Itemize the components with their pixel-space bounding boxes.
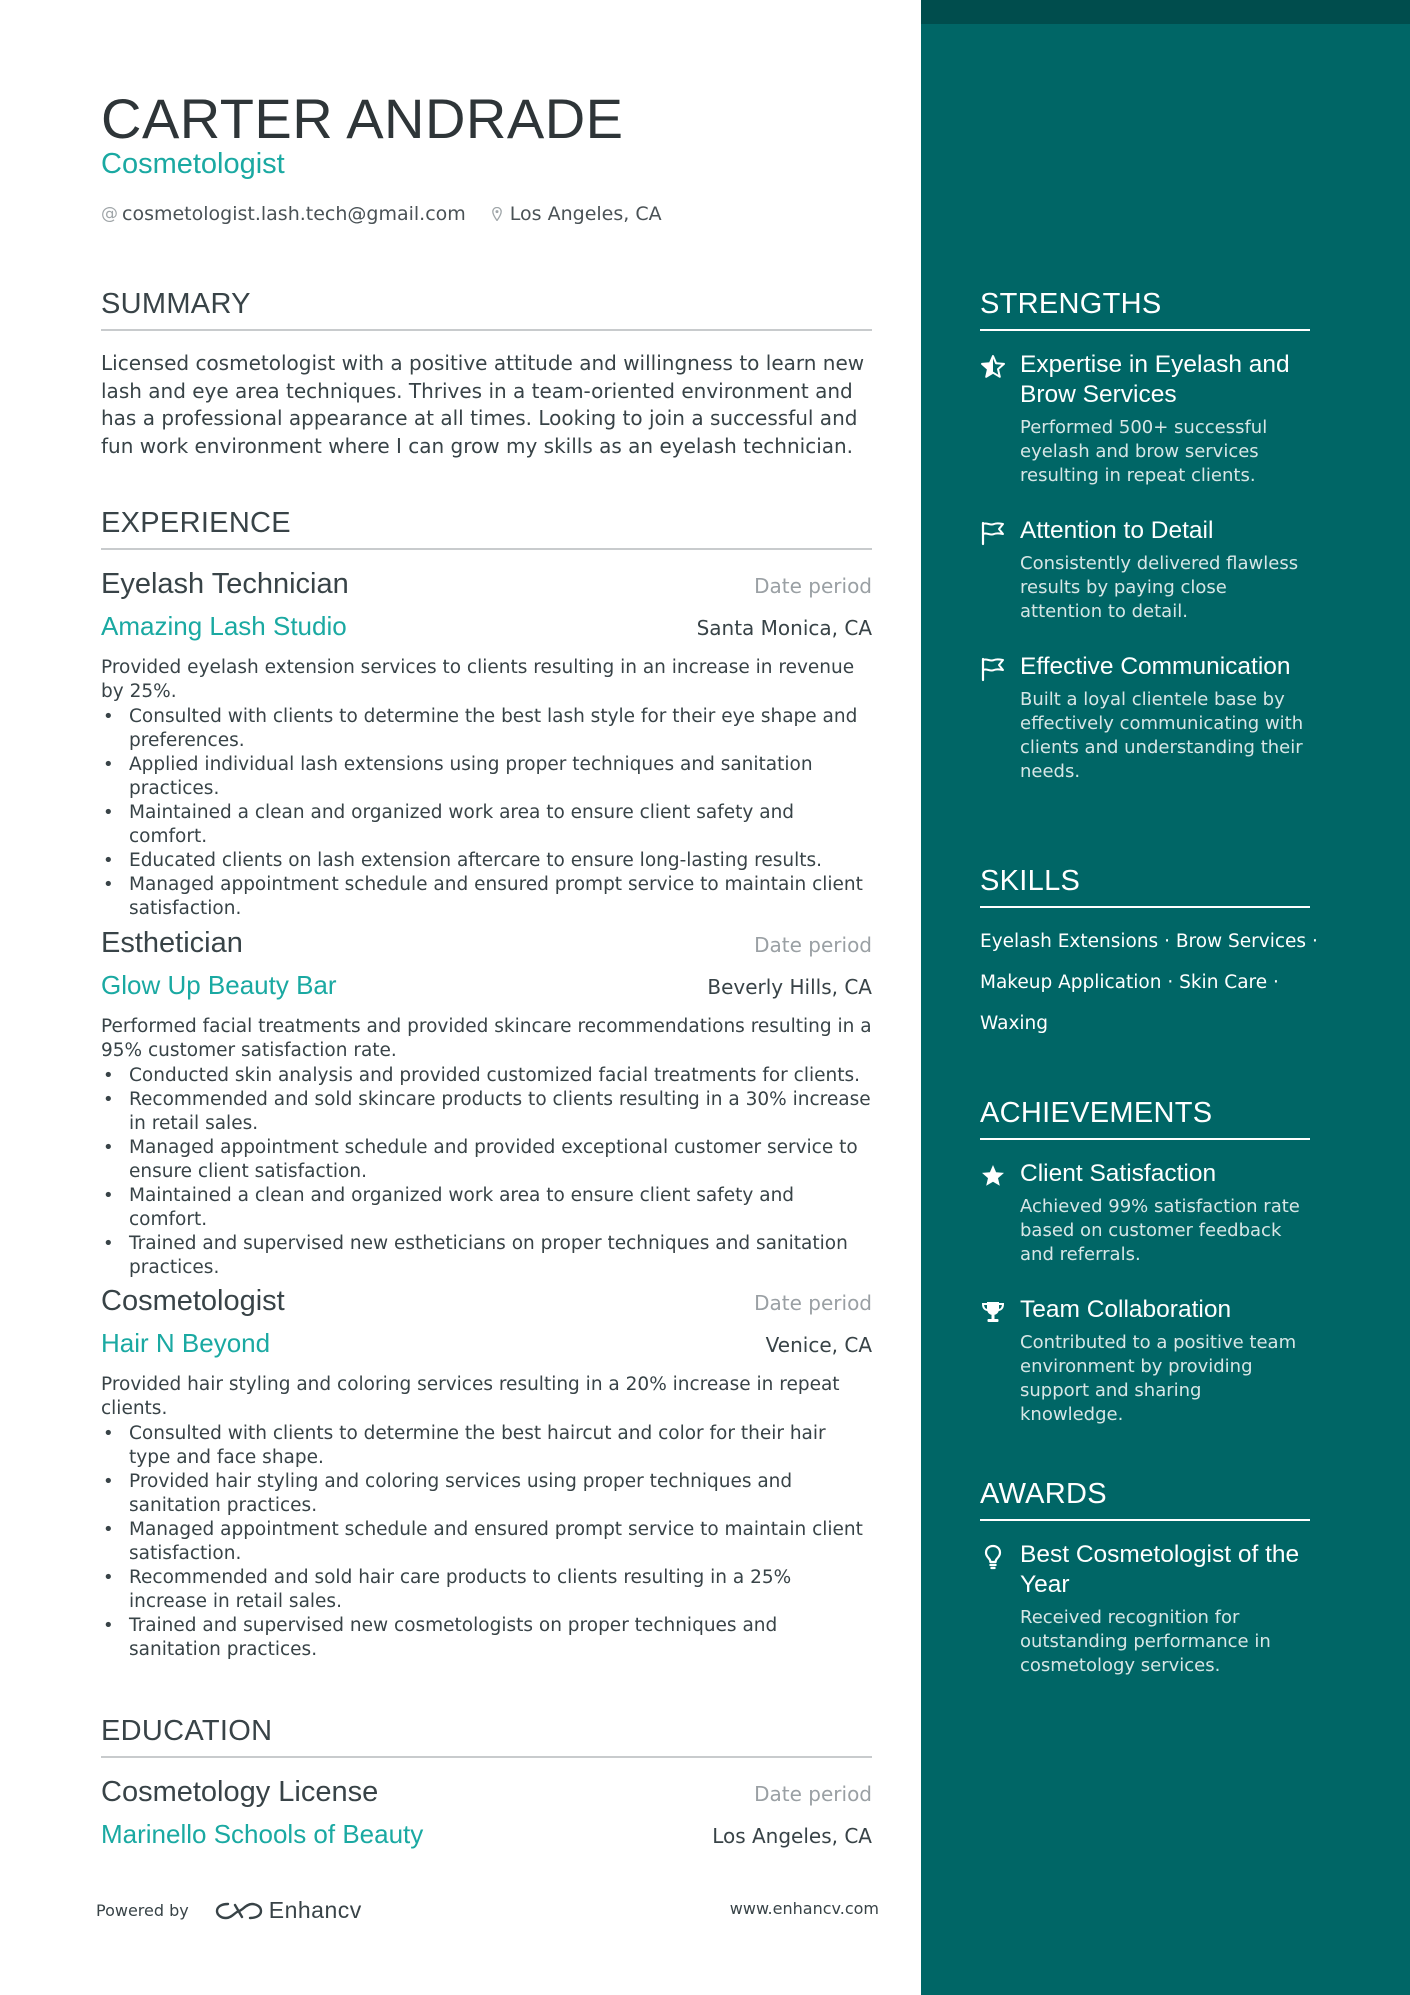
education-heading: EDUCATION [101,1715,872,1758]
enhancv-logo[interactable] [215,1897,362,1924]
location-text: Los Angeles, CA [509,203,662,225]
job-bullet: • Consulted with clients to determine the best haircut and color for their hair type and face shape. [101,1422,872,1470]
award-item [980,1540,1310,1678]
school-name: Marinello Schools of Beauty [101,1819,424,1849]
job-description: Provided hair styling and coloring services resulting in a 20% increase in repeat clients. [101,1374,840,1419]
job-bullet: • Managed appointment schedule and provided exceptional customer service to ensure client satisfaction. [101,1136,872,1184]
job-title: Eyelash Technician [101,568,349,600]
strength-item [980,652,1310,784]
summary-text: Licensed cosmetologist with a positive attitude and willingness to learn new lash and eye area techniques. Thrives in a team-oriented environment and has a professional appearance at all times. Looking to join a successful and fun work environment where I can grow my skills as an eyelash technician. [101,351,865,458]
school-location: Los Angeles, CA [712,1824,872,1848]
skills-list [980,921,1320,1044]
sidebar [921,0,1410,1995]
job-bullet: • Educated clients on lash extension aftercare to ensure long-lasting results. [101,849,872,873]
location-pin-icon [492,207,502,221]
strength-item [980,516,1310,624]
strength-title: Expertise in Eyelash and Brow Services [1020,351,1290,408]
job-bullet: • Applied individual lash extensions using proper techniques and sanitation practices. [101,753,872,801]
email-text[interactable]: cosmetologist.lash.tech@gmail.com [122,203,466,225]
education-entry [101,1776,872,1850]
flag-icon [980,520,1006,546]
location-item [492,203,662,225]
job-bullet: • Recommended and sold skincare products to clients resulting in a 30% increase in retail sales. [101,1088,872,1136]
lightbulb-icon [980,1544,1006,1570]
experience-entry [101,927,872,1280]
powered-by-label: Powered by [96,1901,189,1920]
job-bullet: • Maintained a clean and organized work area to ensure client safety and comfort. [101,801,872,849]
website-link[interactable]: www.enhancv.com [729,1899,879,1918]
candidate-role: Cosmetologist [101,148,285,180]
achievement-text: Contributed to a positive team environment by providing support and sharing knowledge. [1020,1332,1297,1425]
job-title: Cosmetologist [101,1285,285,1317]
skills-line: Waxing [980,1013,1049,1034]
strengths-section [980,288,1310,331]
star-icon [980,1163,1006,1189]
achievement-text: Achieved 99% satisfaction rate based on customer feedback and referrals. [1020,1196,1300,1265]
job-bullet: • Maintained a clean and organized work area to ensure client safety and comfort. [101,1184,872,1232]
job-bullet: • Trained and supervised new cosmetologists on proper techniques and sanitation practices. [101,1614,872,1662]
achievement-item [980,1159,1310,1267]
job-bullets [101,1064,872,1280]
job-bullet: • Trained and supervised new estheticians on proper techniques and sanitation practices. [101,1232,872,1280]
awards-section [980,1478,1310,1521]
experience-heading: EXPERIENCE [101,507,872,550]
job-description: Provided eyelash extension services to clients resulting in an increase in revenue by 25%. [101,657,855,702]
job-bullet: • Managed appointment schedule and ensured prompt service to maintain client satisfaction. [101,873,872,921]
at-icon: @ [101,204,118,224]
achievement-item [980,1295,1310,1427]
skills-section [980,865,1318,1034]
job-bullet: • Conducted skin analysis and provided customized facial treatments for clients. [101,1064,872,1088]
strength-item [980,350,1310,488]
strength-text: Built a loyal clientele base by effectively communicating with clients and understanding their needs. [1020,689,1304,782]
job-bullet: • Provided hair styling and coloring services using proper techniques and sanitation practices. [101,1470,872,1518]
awards-heading: AWARDS [980,1478,1310,1521]
achievements-heading: ACHIEVEMENTS [980,1097,1310,1140]
achievements-section [980,1097,1310,1140]
strength-text: Consistently delivered flawless results by paying close attention to detail. [1020,553,1299,622]
job-bullets [101,705,872,921]
strength-title: Effective Communication [1020,653,1291,680]
education-date: Date period [754,1782,872,1806]
job-title: Esthetician [101,927,243,959]
award-text: Received recognition for outstanding performance in cosmetology services. [1020,1607,1271,1676]
strengths-heading: STRENGTHS [980,288,1310,331]
job-company: Hair N Beyond [101,1328,271,1358]
job-location: Venice, CA [765,1333,872,1357]
trophy-icon [980,1299,1006,1325]
summary-heading: SUMMARY [101,288,872,331]
degree-title: Cosmetology License [101,1776,379,1808]
job-location: Beverly Hills, CA [707,975,872,999]
skills-line: Makeup Application · Skin Care · [980,972,1279,993]
skills-line: Eyelash Extensions · Brow Services · [980,931,1318,952]
job-date: Date period [754,574,872,598]
job-company: Glow Up Beauty Bar [101,970,337,1000]
job-location: Santa Monica, CA [696,616,872,640]
job-company: Amazing Lash Studio [101,611,347,641]
email-item[interactable] [101,203,466,225]
candidate-name: CARTER ANDRADE [101,87,624,150]
contact-info [101,203,688,225]
job-description: Performed facial treatments and provided skincare recommendations resulting in a 95% customer satisfaction rate. [101,1016,872,1061]
job-bullet: • Recommended and sold hair care products to clients resulting in a 25% increase in retail sales. [101,1566,872,1614]
enhancv-logo-text: Enhancv [268,1897,362,1923]
experience-entry [101,568,872,921]
strength-title: Attention to Detail [1020,517,1214,544]
award-title: Best Cosmetologist of the Year [1020,1541,1300,1598]
powered-by [96,1897,362,1924]
skills-heading: SKILLS [980,865,1310,908]
flag-icon [980,656,1006,682]
job-bullets [101,1422,872,1662]
strength-text: Performed 500+ successful eyelash and brow services resulting in repeat clients. [1020,417,1268,486]
achievement-title: Client Satisfaction [1020,1160,1217,1187]
job-date: Date period [754,1291,872,1315]
job-bullet: • Consulted with clients to determine the best lash style for their eye shape and preferences. [101,705,872,753]
sidebar-top-bar [921,0,1410,24]
enhancv-logo-icon [215,1900,263,1922]
star-half-icon [980,354,1006,380]
job-bullet: • Managed appointment schedule and ensured prompt service to maintain client satisfaction. [101,1518,872,1566]
experience-entry [101,1285,872,1662]
job-date: Date period [754,933,872,957]
achievement-title: Team Collaboration [1020,1296,1232,1323]
